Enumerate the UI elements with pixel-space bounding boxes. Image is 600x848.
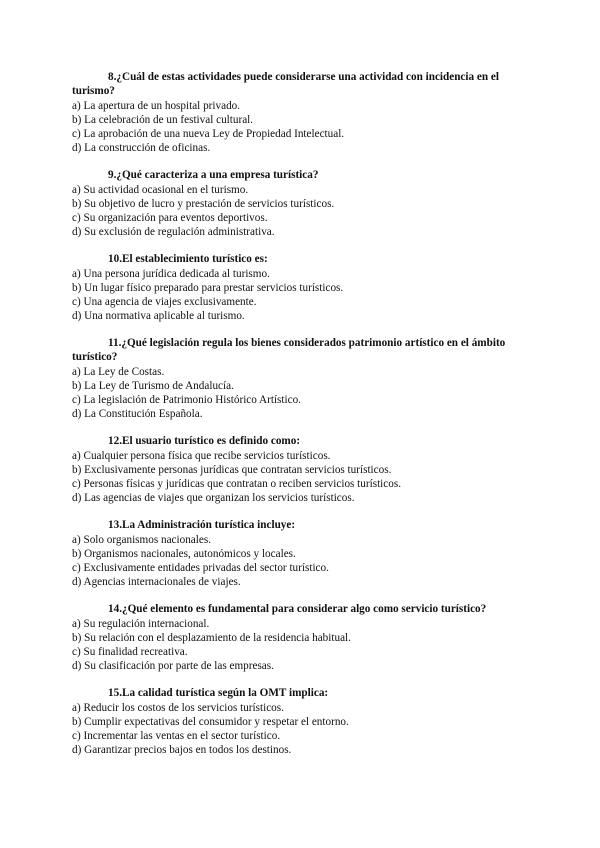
answer-option-d: d) Las agencias de viajes que organizan los servicios turísticos.	[72, 492, 355, 504]
question-title: 12.El usuario turístico es definido como:	[108, 435, 301, 447]
question-title: 9.¿Qué caracteriza a una empresa turística?	[108, 169, 319, 181]
question-15	[72, 686, 532, 757]
answer-option-b: b) Su relación con el desplazamiento de la residencia habitual.	[72, 632, 351, 644]
answer-option-b: b) Organismos nacionales, autonómicos y locales.	[72, 548, 296, 560]
answer-option-b: b) Su objetivo de lucro y prestación de servicios turísticos.	[72, 198, 335, 210]
answer-option-d: d) Su clasificación por parte de las empresas.	[72, 660, 274, 672]
answer-option-c: c) Una agencia de viajes exclusivamente.	[72, 296, 257, 308]
answer-option-b: b) La celebración de un festival cultural.	[72, 114, 254, 126]
answer-option-a: a) Su actividad ocasional en el turismo.	[72, 184, 249, 196]
question-10	[72, 252, 532, 323]
answer-option-c: c) La aprobación de una nueva Ley de Propiedad Intelectual.	[72, 128, 345, 140]
answer-option-b: b) La Ley de Turismo de Andalucía.	[72, 380, 234, 392]
question-12	[72, 434, 532, 505]
question-13	[72, 518, 532, 589]
answer-option-d: d) La Constitución Española.	[72, 408, 203, 420]
answer-option-c: c) Su organización para eventos deportivos.	[72, 212, 268, 224]
question-14	[72, 602, 532, 673]
answer-option-a: a) Cualquier persona física que recibe servicios turísticos.	[72, 450, 331, 462]
question-title: 15.La calidad turística según la OMT implica:	[108, 687, 329, 699]
answer-option-a: a) Solo organismos nacionales.	[72, 534, 211, 546]
answer-option-d: d) Agencias internacionales de viajes.	[72, 576, 241, 588]
answer-option-c: c) Exclusivamente entidades privadas del sector turístico.	[72, 562, 329, 574]
answer-option-c: c) Su finalidad recreativa.	[72, 646, 188, 658]
question-title: 8.¿Cuál de estas actividades puede considerarse una actividad con incidencia en el turismo?	[72, 71, 499, 97]
answer-option-a: a) La apertura de un hospital privado.	[72, 100, 241, 112]
answer-option-b: b) Cumplir expectativas del consumidor y respetar el entorno.	[72, 716, 349, 728]
answer-option-a: a) Una persona jurídica dedicada al turismo.	[72, 268, 270, 280]
answer-option-d: d) Una normativa aplicable al turismo.	[72, 310, 245, 322]
answer-option-b: b) Un lugar físico preparado para prestar servicios turísticos.	[72, 282, 344, 294]
answer-option-d: d) Su exclusión de regulación administrativa.	[72, 226, 275, 238]
answer-option-c: c) La legislación de Patrimonio Histórico Artístico.	[72, 394, 301, 406]
answer-option-a: a) Su regulación internacional.	[72, 618, 210, 630]
question-11	[72, 336, 532, 421]
answer-option-d: d) Garantizar precios bajos en todos los destinos.	[72, 744, 292, 756]
answer-option-c: c) Personas físicas y jurídicas que contratan o reciben servicios turísticos.	[72, 478, 401, 490]
question-title: 14.¿Qué elemento es fundamental para considerar algo como servicio turístico?	[108, 603, 487, 615]
document-page	[72, 70, 532, 770]
answer-option-c: c) Incrementar las ventas en el sector turístico.	[72, 730, 281, 742]
answer-option-d: d) La construcción de oficinas.	[72, 142, 211, 154]
answer-option-b: b) Exclusivamente personas jurídicas que contratan servicios turísticos.	[72, 464, 392, 476]
question-title: 13.La Administración turística incluye:	[108, 519, 296, 531]
answer-option-a: a) Reducir los costos de los servicios turísticos.	[72, 702, 284, 714]
question-title: 10.El establecimiento turístico es:	[108, 253, 268, 265]
answer-option-a: a) La Ley de Costas.	[72, 366, 165, 378]
question-8	[72, 70, 532, 155]
question-title: 11.¿Qué legislación regula los bienes considerados patrimonio artístico en el ámbito turístico?	[72, 337, 506, 363]
question-9	[72, 168, 532, 239]
